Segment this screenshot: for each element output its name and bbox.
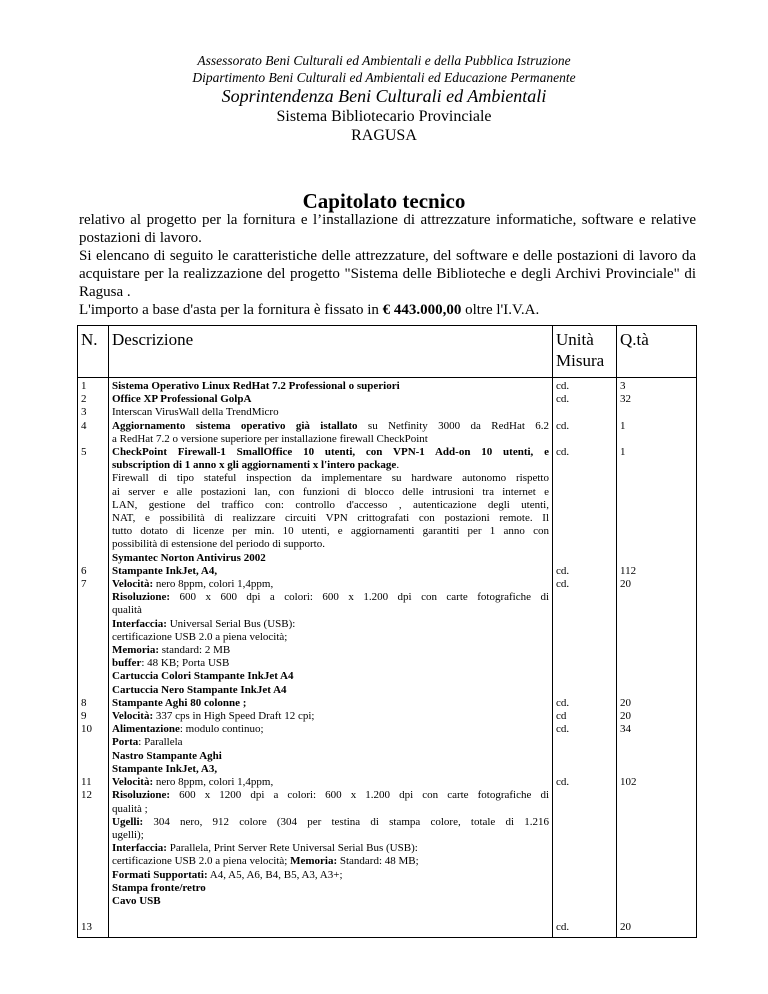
item-number: 10 <box>81 723 92 736</box>
description-bold: Symantec Norton Antivirus 2002 <box>112 551 266 564</box>
item-unit: cd. <box>556 419 570 432</box>
intro-paragraph-3 <box>79 301 696 319</box>
item-unit <box>556 908 613 921</box>
item-number: 5 <box>81 446 87 459</box>
unit-column <box>553 378 617 938</box>
description-line <box>112 591 549 604</box>
item-quantity: 1 <box>620 419 626 432</box>
item-unit <box>556 895 613 908</box>
description-text: Universal Serial Bus (USB): <box>166 617 296 630</box>
description-line <box>112 869 549 882</box>
description-bold: Stampante Aghi 80 colonne ; <box>112 696 247 709</box>
item-number <box>81 882 105 895</box>
item-number <box>81 525 105 538</box>
item-quantity <box>620 789 693 802</box>
description-text: a RedHat 7.2 o versione superiore per installazione firewall CheckPoint <box>112 432 428 445</box>
description-bold: Memoria: <box>290 855 338 868</box>
item-unit <box>556 670 613 683</box>
description-text: qualità <box>112 604 142 617</box>
description-text: : 48 KB; Porta USB <box>141 657 230 670</box>
item-quantity <box>620 459 693 472</box>
item-quantity <box>620 763 693 776</box>
description-bold: Stampante InkJet, A3, <box>112 762 218 775</box>
item-number: 3 <box>81 406 87 419</box>
item-unit <box>556 406 613 419</box>
description-bold: Velocità: <box>112 578 154 591</box>
description-line <box>112 670 549 683</box>
description-line <box>112 855 549 868</box>
item-unit <box>556 459 613 472</box>
item-quantity <box>620 736 693 749</box>
item-number <box>81 538 105 551</box>
item-quantity: 20 <box>620 578 631 591</box>
item-number <box>81 552 105 565</box>
description-bold: Nastro Stampante Aghi <box>112 749 222 762</box>
item-number <box>81 433 105 446</box>
item-unit: cd. <box>556 564 570 577</box>
item-number: 11 <box>81 776 92 789</box>
description-text: Interscan VirusWall della TrendMicro <box>112 406 279 419</box>
item-number <box>81 644 105 657</box>
item-number <box>81 829 105 842</box>
description-line <box>112 789 549 802</box>
item-number: 4 <box>81 419 87 432</box>
item-number <box>81 750 105 763</box>
description-line <box>112 882 549 895</box>
item-quantity <box>620 591 693 604</box>
item-number <box>81 684 105 697</box>
description-line <box>112 525 549 538</box>
item-quantity <box>620 486 693 499</box>
item-unit <box>556 684 613 697</box>
description-bold: Stampante InkJet, A4, <box>112 564 218 577</box>
item-unit <box>556 829 613 842</box>
intro-amount-prefix: L'importo a base d'asta per la fornitura è fissato in <box>79 302 383 318</box>
item-unit <box>556 816 613 829</box>
description-text: standard: 2 MB <box>159 644 231 657</box>
item-unit <box>556 631 613 644</box>
description-line <box>112 644 549 657</box>
item-unit <box>556 882 613 895</box>
item-unit <box>556 644 613 657</box>
description-text: 600 x 1200 dpi a colori: 600 x 1.200 dpi con carte fotografiche di <box>170 789 549 802</box>
description-bold: Risoluzione: <box>112 789 171 802</box>
item-unit <box>556 499 613 512</box>
description-line <box>112 512 549 525</box>
description-line <box>112 829 549 842</box>
item-unit: cd. <box>556 446 570 459</box>
item-quantity <box>620 644 693 657</box>
item-quantity <box>620 684 693 697</box>
description-bold: Aggiornamento sistema operativo già istallato <box>112 419 358 432</box>
item-quantity <box>620 657 693 670</box>
item-unit <box>556 869 613 882</box>
intro-paragraph-1: relativo al progetto per la fornitura e l’installazione di attrezzature informatiche, software e relative postazioni di lavoro. <box>79 212 696 246</box>
item-quantity <box>620 869 693 882</box>
item-unit <box>556 855 613 868</box>
item-unit <box>556 750 613 763</box>
item-number <box>81 604 105 617</box>
item-unit <box>556 552 613 565</box>
item-quantity <box>620 538 693 551</box>
description-text: Firewall di tipo stateful inspection da implementare su hardware autonomo rispetto <box>112 472 549 485</box>
header-dipartimento: Dipartimento Beni Culturali ed Ambientali ed Educazione Permanente <box>192 70 576 85</box>
description-text: 304 nero, 912 colore (304 per testina di stampa colore, totale di 1.216 <box>143 815 549 828</box>
item-number <box>81 459 105 472</box>
header-quantity: Q.tà <box>617 326 697 378</box>
description-bold: Ugelli: <box>112 815 144 828</box>
description-line <box>112 803 549 816</box>
item-quantity <box>620 750 693 763</box>
item-quantity <box>620 829 693 842</box>
item-number <box>81 472 105 485</box>
item-number <box>81 842 105 855</box>
item-quantity <box>620 433 693 446</box>
item-number <box>81 631 105 644</box>
item-quantity <box>620 816 693 829</box>
description-line <box>112 684 549 697</box>
description-bold: CheckPoint Firewall-1 SmallOffice 10 utenti, con VPN-1 Add-on 10 utenti, e <box>112 446 549 459</box>
item-unit <box>556 604 613 617</box>
description-text: Parallela, Print Server Rete Universal Serial Bus (USB): <box>166 842 418 855</box>
item-quantity <box>620 499 693 512</box>
number-column <box>78 378 109 938</box>
header-sistema: Sistema Bibliotecario Provinciale <box>276 108 492 125</box>
item-unit: cd. <box>556 921 570 934</box>
description-text: : Parallela <box>138 736 183 749</box>
description-bold: Alimentazione <box>112 723 180 736</box>
item-unit <box>556 433 613 446</box>
description-bold: Cartuccia Nero Stampante InkJet A4 <box>112 683 287 696</box>
item-quantity <box>620 472 693 485</box>
description-text: 600 x 600 dpi a colori: 600 x 1.200 dpi con carte fotografiche di <box>170 591 549 604</box>
description-line <box>112 697 549 710</box>
intro-amount: € 443.000,00 <box>382 302 462 318</box>
item-unit <box>556 803 613 816</box>
description-line <box>112 604 549 617</box>
description-line <box>112 895 549 908</box>
item-number <box>81 618 105 631</box>
item-quantity: 1 <box>620 446 626 459</box>
description-column <box>109 378 553 938</box>
item-unit <box>556 486 613 499</box>
description-text: certificazione USB 2.0 a piena velocità; <box>112 630 288 643</box>
item-unit: cd. <box>556 578 570 591</box>
item-number <box>81 657 105 670</box>
item-quantity <box>620 803 693 816</box>
description-line <box>112 406 549 419</box>
item-unit: cd. <box>556 380 570 392</box>
item-unit <box>556 842 613 855</box>
item-quantity <box>620 406 693 419</box>
item-quantity: 20 <box>620 696 631 709</box>
description-text: 337 cps in High Speed Draft 12 cpi; <box>153 710 315 723</box>
description-line <box>112 380 549 393</box>
quantity-column <box>617 378 697 938</box>
header-city: RAGUSA <box>351 127 417 144</box>
description-line <box>112 618 549 631</box>
description-line <box>112 723 549 736</box>
item-number <box>81 591 105 604</box>
item-quantity <box>620 882 693 895</box>
description-line <box>112 459 549 472</box>
description-line <box>112 420 549 433</box>
item-quantity <box>620 618 693 631</box>
item-number <box>81 908 105 921</box>
item-unit: cd. <box>556 723 570 736</box>
description-bold: Velocità: <box>112 710 154 723</box>
description-line <box>112 433 549 446</box>
description-line <box>112 578 549 591</box>
item-quantity <box>620 552 693 565</box>
intro-amount-suffix: oltre l'I.V.A. <box>461 302 540 318</box>
item-number: 8 <box>81 696 87 709</box>
description-line <box>112 816 549 829</box>
description-line <box>112 472 549 485</box>
item-quantity <box>620 842 693 855</box>
intro-paragraph-2: Si elencano di seguito le caratteristiche delle attrezzature, del software e delle postazioni di lavoro da acquistare per la realizzazione del progetto "Sistema delle Biblioteche e degli Archivi Provinciale" di Ragusa . <box>79 248 696 300</box>
item-number: 12 <box>81 789 92 802</box>
item-unit <box>556 512 613 525</box>
description-bold: Porta <box>112 736 139 749</box>
description-line <box>112 565 549 578</box>
description-bold: Cartuccia Colori Stampante InkJet A4 <box>112 670 294 683</box>
item-number <box>81 803 105 816</box>
description-text: nero 8ppm, colori 1,4ppm, <box>153 578 274 591</box>
description-line <box>112 710 549 723</box>
item-number: 9 <box>81 710 87 723</box>
description-line <box>112 446 549 459</box>
description-line <box>112 499 549 512</box>
item-number: 1 <box>81 380 87 392</box>
item-number <box>81 763 105 776</box>
description-text: tutto dotato di licenze per min. 10 utenti, e aggiornamenti garantiti per 1 anno con <box>112 525 549 538</box>
item-quantity <box>620 895 693 908</box>
description-bold: Stampa fronte/retro <box>112 881 206 894</box>
description-bold: subscription di 1 anno x gli aggiornamenti x l'intero package <box>112 459 397 472</box>
description-line <box>112 393 549 406</box>
description-bold: Office XP Professional GolpA <box>112 393 252 406</box>
description-bold: Interfaccia: <box>112 617 167 630</box>
item-unit <box>556 657 613 670</box>
item-number: 7 <box>81 578 87 591</box>
item-quantity: 20 <box>620 710 631 723</box>
item-unit <box>556 538 613 551</box>
description-line <box>112 631 549 644</box>
item-quantity: 32 <box>620 393 631 406</box>
item-unit: cd. <box>556 696 570 709</box>
item-number <box>81 869 105 882</box>
description-bold: Cavo USB <box>112 894 161 907</box>
description-line <box>112 776 549 789</box>
table-body-row <box>78 378 697 938</box>
document-title: Capitolato tecnico <box>302 189 466 213</box>
item-quantity: 3 <box>620 380 626 392</box>
item-number <box>81 670 105 683</box>
item-unit: cd. <box>556 776 570 789</box>
item-quantity <box>620 670 693 683</box>
table-header-row <box>78 326 697 378</box>
item-quantity <box>620 908 693 921</box>
header-number: N. <box>78 326 109 378</box>
item-number: 13 <box>81 921 92 934</box>
item-quantity: 34 <box>620 723 631 736</box>
description-text: Standard: 48 MB; <box>337 855 419 868</box>
header-unit: Unità Misura <box>553 326 617 378</box>
description-line <box>112 763 549 776</box>
item-unit <box>556 618 613 631</box>
item-unit: cd <box>556 710 567 723</box>
description-line <box>112 486 549 499</box>
description-bold: Interfaccia: <box>112 842 167 855</box>
item-quantity <box>620 631 693 644</box>
item-unit <box>556 591 613 604</box>
description-line <box>112 750 549 763</box>
description-bold: Velocità: <box>112 776 154 789</box>
item-quantity: 20 <box>620 921 631 934</box>
header-soprintendenza: Soprintendenza Beni Culturali ed Ambientali <box>221 86 547 106</box>
intro-text <box>79 211 696 319</box>
item-number: 6 <box>81 564 87 577</box>
item-number <box>81 486 105 499</box>
description-text: ai server e alle postazioni lan, con funzioni di blocco delle intrusioni tra internet e <box>112 485 549 498</box>
item-unit <box>556 789 613 802</box>
item-number <box>81 816 105 829</box>
item-quantity <box>620 525 693 538</box>
description-line <box>112 538 549 551</box>
item-quantity <box>620 512 693 525</box>
description-line <box>112 552 549 565</box>
item-number <box>81 736 105 749</box>
header-assessorato: Assessorato Beni Culturali ed Ambientali e della Pubblica Istruzione <box>197 53 571 68</box>
description-bold: buffer <box>112 657 142 670</box>
description-bold: Sistema Operativo Linux RedHat 7.2 Professional o superiori <box>112 380 400 392</box>
description-text: nero 8ppm, colori 1,4ppm, <box>153 776 274 789</box>
item-number <box>81 895 105 908</box>
spec-table <box>77 325 697 938</box>
description-text: certificazione USB 2.0 a piena velocità; <box>112 855 291 868</box>
item-unit <box>556 763 613 776</box>
item-number <box>81 499 105 512</box>
description-text: possibilità di estensione del periodo di supporto. <box>112 538 325 551</box>
description-text: LAN, gestione del traffico con: controllo d'accesso , autenticazione degli utenti, <box>112 498 549 511</box>
item-unit <box>556 472 613 485</box>
header-description: Descrizione <box>109 326 553 378</box>
item-quantity: 112 <box>620 564 637 577</box>
description-bold: Risoluzione: <box>112 591 171 604</box>
description-text: ugelli); <box>112 828 144 841</box>
item-quantity: 102 <box>620 776 637 789</box>
item-number: 2 <box>81 393 87 406</box>
description-text: . <box>396 459 400 472</box>
description-text: A4, A5, A6, B4, B5, A3, A3+; <box>207 868 343 881</box>
description-line <box>112 842 549 855</box>
item-quantity <box>620 604 693 617</box>
description-text: NAT, e possibilità di realizzare circuiti VPN crittografati con postazioni remote. Il <box>112 512 549 525</box>
description-text: qualità ; <box>112 802 148 815</box>
item-unit <box>556 525 613 538</box>
description-bold: Memoria: <box>112 644 160 657</box>
description-line <box>112 657 549 670</box>
item-unit: cd. <box>556 393 570 406</box>
description-text: : modulo continuo; <box>179 723 264 736</box>
item-unit <box>556 736 613 749</box>
item-number <box>81 512 105 525</box>
description-line <box>112 736 549 749</box>
item-quantity <box>620 855 693 868</box>
item-number <box>81 855 105 868</box>
description-bold: Formati Supportati: <box>112 868 208 881</box>
description-text: su Netfinity 3000 da RedHat 6.2 <box>357 419 549 432</box>
